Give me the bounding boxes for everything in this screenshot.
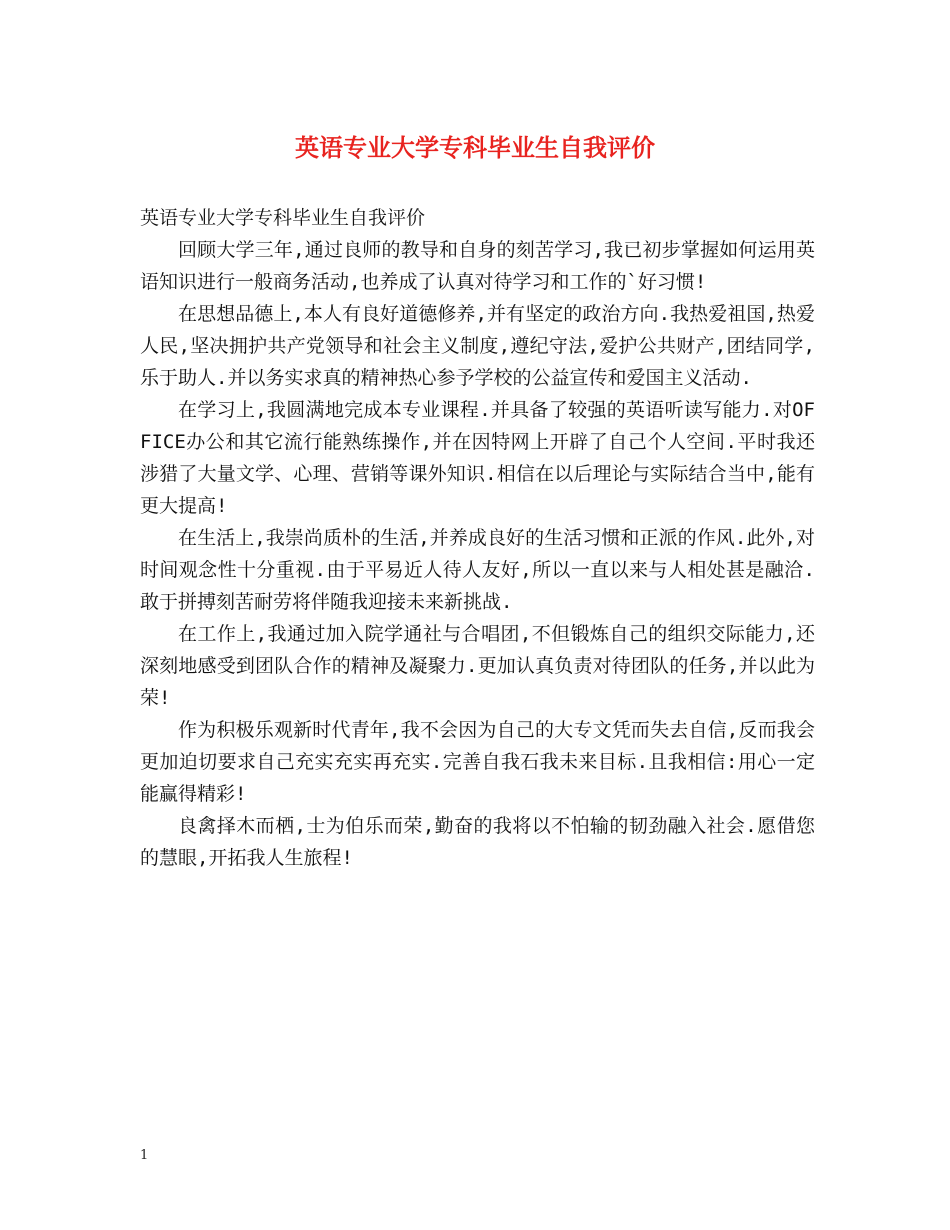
paragraph-work: 在工作上,我通过加入院学通社与合唱团,不但锻炼自己的组织交际能力,还深刻地感受到团队合作的精神及凝聚力.更加认真负责对待团队的任务,并以此为荣! — [140, 623, 815, 709]
paragraph-review: 回顾大学三年,通过良师的教导和自身的刻苦学习,我已初步掌握如何运用英语知识进行一般商务活动,也养成了认真对待学习和工作的`好习惯! — [140, 239, 815, 293]
paragraph-life: 在生活上,我崇尚质朴的生活,并养成良好的生活习惯和正派的作风.此外,对时间观念性十分重视.由于平易近人待人友好,所以一直以来与人相处甚是融洽.敢于拼搏刻苦耐劳将伴随我迎接未来新挑战. — [140, 527, 815, 613]
document-subtitle: 英语专业大学专科毕业生自我评价 — [140, 207, 426, 229]
paragraph-confidence: 作为积极乐观新时代青年,我不会因为自己的大专文凭而失去自信,反而我会更加迫切要求自己充实充实再充实.完善自我石我未来目标.且我相信:用心一定能赢得精彩! — [140, 719, 815, 805]
paragraph-morality: 在思想品德上,本人有良好道德修养,并有坚定的政治方向.我热爱祖国,热爱人民,坚决拥护共产党领导和社会主义制度,遵纪守法,爱护公共财产,团结同学,乐于助人.并以务实求真的精神热心参予学校的公益宣传和爱国主义活动. — [140, 303, 815, 389]
page-title: 英语专业大学专科毕业生自我评价 — [295, 133, 655, 162]
document-body — [140, 202, 815, 874]
paragraph-study: 在学习上,我圆满地完成本专业课程.并具备了较强的英语听读写能力.对OFFICE办公和其它流行能熟练操作,并在因特网上开辟了自己个人空间.平时我还涉猎了大量文学、心理、营销等课外知识.相信在以后理论与实际结合当中,能有更大提高! — [140, 399, 815, 517]
paragraph-closing: 良禽择木而栖,士为伯乐而荣,勤奋的我将以不怕输的韧劲融入社会.愿借您的慧眼,开拓我人生旅程! — [140, 815, 815, 869]
page-number: 1 — [140, 1148, 149, 1163]
